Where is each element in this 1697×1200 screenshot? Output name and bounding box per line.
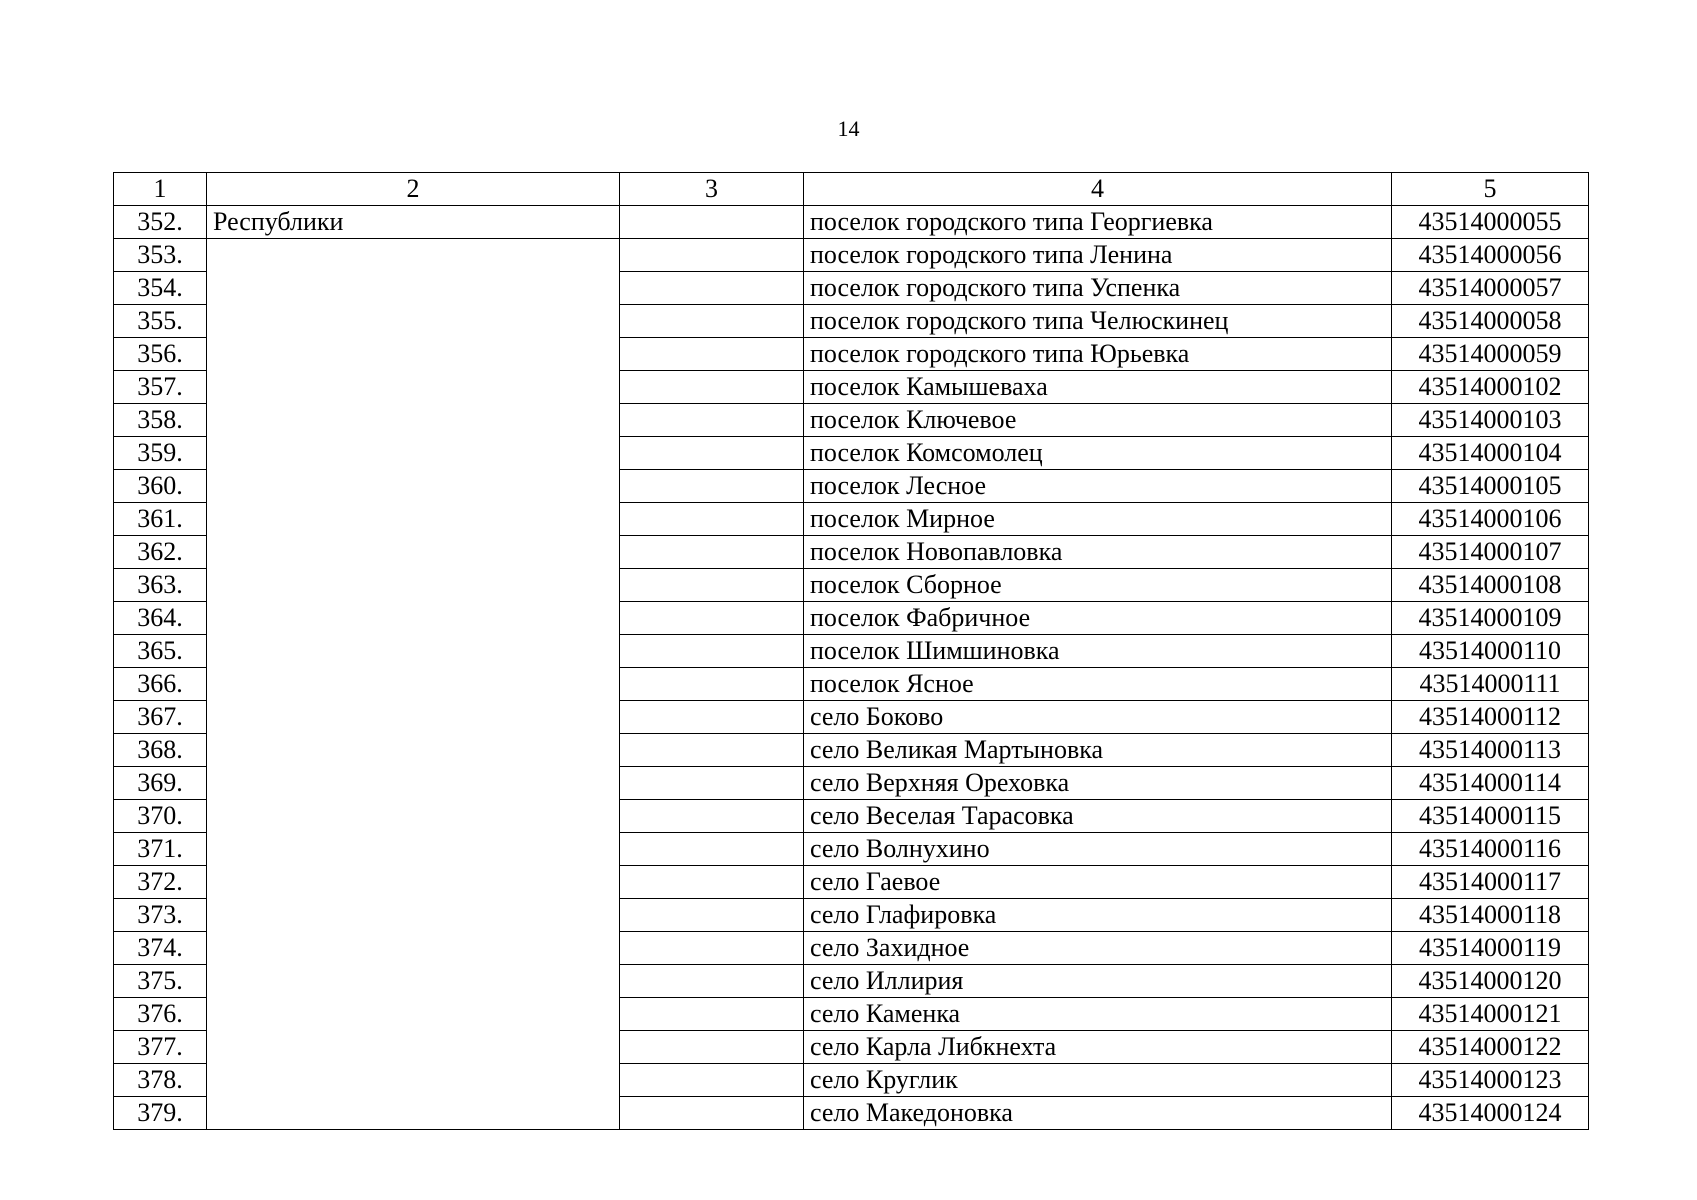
settlement-name: село Круглик	[804, 1064, 1392, 1097]
row-number: 358.	[114, 404, 207, 437]
settlement-code: 43514000055	[1392, 206, 1589, 239]
settlement-code: 43514000112	[1392, 701, 1589, 734]
settlement-name: село Верхняя Ореховка	[804, 767, 1392, 800]
row-number: 370.	[114, 800, 207, 833]
settlement-code: 43514000110	[1392, 635, 1589, 668]
settlement-code: 43514000108	[1392, 569, 1589, 602]
table-header	[114, 173, 1589, 206]
col-3-cell	[620, 569, 804, 602]
settlement-name: поселок Ключевое	[804, 404, 1392, 437]
settlement-name: поселок городского типа Ленина	[804, 239, 1392, 272]
row-number: 359.	[114, 437, 207, 470]
settlement-code: 43514000103	[1392, 404, 1589, 437]
row-number: 356.	[114, 338, 207, 371]
row-number: 373.	[114, 899, 207, 932]
settlement-name: село Македоновка	[804, 1097, 1392, 1130]
settlement-name: поселок Сборное	[804, 569, 1392, 602]
col-3-cell	[620, 833, 804, 866]
settlement-code: 43514000117	[1392, 866, 1589, 899]
row-number: 366.	[114, 668, 207, 701]
row-number: 377.	[114, 1031, 207, 1064]
settlements-table	[113, 172, 1589, 1130]
col-3-cell	[620, 404, 804, 437]
settlement-code: 43514000115	[1392, 800, 1589, 833]
row-number: 361.	[114, 503, 207, 536]
col-3-cell	[620, 536, 804, 569]
settlement-name: поселок Фабричное	[804, 602, 1392, 635]
col-3-cell	[620, 1064, 804, 1097]
col-3-cell	[620, 965, 804, 998]
settlement-code: 43514000116	[1392, 833, 1589, 866]
col-3-cell	[620, 371, 804, 404]
col-3-cell	[620, 635, 804, 668]
settlement-name: село Волнухино	[804, 833, 1392, 866]
settlement-code: 43514000118	[1392, 899, 1589, 932]
row-number: 379.	[114, 1097, 207, 1130]
settlement-code: 43514000121	[1392, 998, 1589, 1031]
col-3-cell	[620, 470, 804, 503]
settlement-name: поселок Камышеваха	[804, 371, 1392, 404]
row-number: 372.	[114, 866, 207, 899]
table-body	[114, 206, 1589, 1130]
col-3-cell	[620, 800, 804, 833]
table-row	[114, 239, 1589, 272]
settlement-code: 43514000119	[1392, 932, 1589, 965]
col-3-cell	[620, 503, 804, 536]
row-number: 352.	[114, 206, 207, 239]
settlement-name: село Захидное	[804, 932, 1392, 965]
settlement-name: поселок Ясное	[804, 668, 1392, 701]
row-number: 365.	[114, 635, 207, 668]
col-3-cell	[620, 1097, 804, 1130]
col-3-cell	[620, 866, 804, 899]
header-col-1: 1	[114, 173, 207, 206]
settlement-name: село Каменка	[804, 998, 1392, 1031]
settlement-code: 43514000106	[1392, 503, 1589, 536]
settlement-name: село Карла Либкнехта	[804, 1031, 1392, 1064]
col-3-cell	[620, 338, 804, 371]
row-number: 354.	[114, 272, 207, 305]
col-3-cell	[620, 899, 804, 932]
row-number: 368.	[114, 734, 207, 767]
row-number: 360.	[114, 470, 207, 503]
header-col-2: 2	[207, 173, 620, 206]
col-3-cell	[620, 932, 804, 965]
settlement-name: поселок городского типа Юрьевка	[804, 338, 1392, 371]
settlement-code: 43514000124	[1392, 1097, 1589, 1130]
row-number: 378.	[114, 1064, 207, 1097]
row-number: 357.	[114, 371, 207, 404]
row-number: 371.	[114, 833, 207, 866]
row-number: 355.	[114, 305, 207, 338]
row-number: 369.	[114, 767, 207, 800]
page-number: 14	[837, 116, 860, 141]
settlement-code: 43514000056	[1392, 239, 1589, 272]
row-number: 374.	[114, 932, 207, 965]
header-col-4: 4	[804, 173, 1392, 206]
row-number: 353.	[114, 239, 207, 272]
header-col-5: 5	[1392, 173, 1589, 206]
settlement-code: 43514000058	[1392, 305, 1589, 338]
settlement-code: 43514000059	[1392, 338, 1589, 371]
settlement-code: 43514000057	[1392, 272, 1589, 305]
col-3-cell	[620, 239, 804, 272]
header-col-3: 3	[620, 173, 804, 206]
settlement-name: поселок Шимшиновка	[804, 635, 1392, 668]
settlement-code: 43514000123	[1392, 1064, 1589, 1097]
header-row	[114, 173, 1589, 206]
settlement-code: 43514000114	[1392, 767, 1589, 800]
col-3-cell	[620, 437, 804, 470]
row-number: 363.	[114, 569, 207, 602]
settlement-code: 43514000104	[1392, 437, 1589, 470]
settlement-name: село Иллирия	[804, 965, 1392, 998]
col-3-cell	[620, 701, 804, 734]
settlement-code: 43514000109	[1392, 602, 1589, 635]
col-3-cell	[620, 1031, 804, 1064]
settlement-code: 43514000102	[1392, 371, 1589, 404]
settlement-name: поселок Лесное	[804, 470, 1392, 503]
settlement-name: село Глафировка	[804, 899, 1392, 932]
col-3-cell	[620, 998, 804, 1031]
row-number: 367.	[114, 701, 207, 734]
settlement-code: 43514000107	[1392, 536, 1589, 569]
settlement-name: поселок городского типа Успенка	[804, 272, 1392, 305]
settlement-name: поселок городского типа Челюскинец	[804, 305, 1392, 338]
col-3-cell	[620, 602, 804, 635]
settlement-name: поселок Мирное	[804, 503, 1392, 536]
settlement-name: село Веселая Тарасовка	[804, 800, 1392, 833]
row-number: 364.	[114, 602, 207, 635]
col-3-cell	[620, 668, 804, 701]
table-row	[114, 206, 1589, 239]
row-number: 376.	[114, 998, 207, 1031]
col-3-cell	[620, 767, 804, 800]
settlement-name: поселок городского типа Георгиевка	[804, 206, 1392, 239]
settlement-name: село Великая Мартыновка	[804, 734, 1392, 767]
settlement-code: 43514000105	[1392, 470, 1589, 503]
row-number: 362.	[114, 536, 207, 569]
region-cell-merged	[207, 239, 620, 1130]
region-cell: Республики	[207, 206, 620, 239]
settlement-code: 43514000120	[1392, 965, 1589, 998]
col-3-cell	[620, 272, 804, 305]
settlement-name: поселок Новопавловка	[804, 536, 1392, 569]
settlement-code: 43514000122	[1392, 1031, 1589, 1064]
settlement-code: 43514000111	[1392, 668, 1589, 701]
settlement-code: 43514000113	[1392, 734, 1589, 767]
col-3-cell	[620, 305, 804, 338]
settlement-name: село Боково	[804, 701, 1392, 734]
col-3-cell	[620, 734, 804, 767]
settlement-name: поселок Комсомолец	[804, 437, 1392, 470]
col-3-cell	[620, 206, 804, 239]
settlement-name: село Гаевое	[804, 866, 1392, 899]
row-number: 375.	[114, 965, 207, 998]
